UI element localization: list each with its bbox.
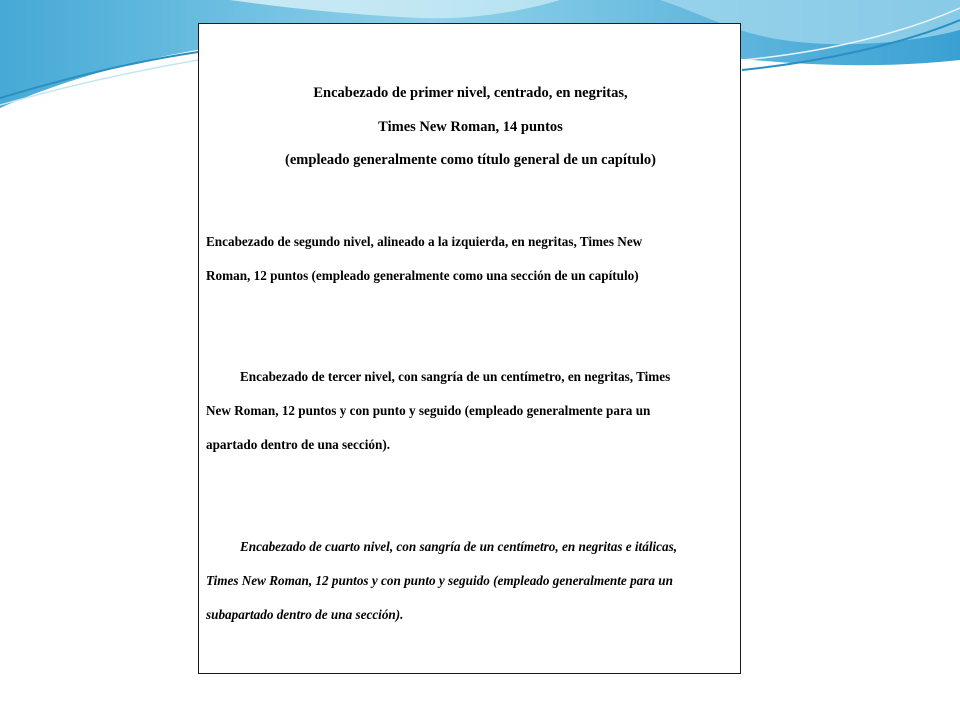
- level1-heading-line-3: (empleado generalmente como título general de un capítulo): [285, 152, 656, 168]
- document-page: [198, 23, 741, 674]
- level4-heading-line-3: subapartado dentro de una sección).: [206, 607, 404, 622]
- level4-heading-line-1: Encabezado de cuarto nivel, con sangría de un centímetro, en negritas e itálicas,: [240, 539, 678, 554]
- level2-heading-line-2: Roman, 12 puntos (empleado generalmente como una sección de un capítulo): [206, 268, 639, 283]
- level1-heading-line-2: Times New Roman, 14 puntos: [378, 119, 563, 135]
- level4-heading-line-2: Times New Roman, 12 puntos y con punto y seguido (empleado generalmente para un: [206, 573, 673, 588]
- level3-heading-line-3: apartado dentro de una sección).: [206, 437, 391, 452]
- level3-heading-line-1: Encabezado de tercer nivel, con sangría de un centímetro, en negritas, Times: [240, 369, 671, 384]
- level1-heading-line-1: Encabezado de primer nivel, centrado, en negritas,: [313, 85, 628, 101]
- level2-heading-line-1: Encabezado de segundo nivel, alineado a la izquierda, en negritas, Times New: [206, 234, 643, 249]
- level3-heading-line-2: New Roman, 12 puntos y con punto y seguido (empleado generalmente para un: [206, 403, 651, 418]
